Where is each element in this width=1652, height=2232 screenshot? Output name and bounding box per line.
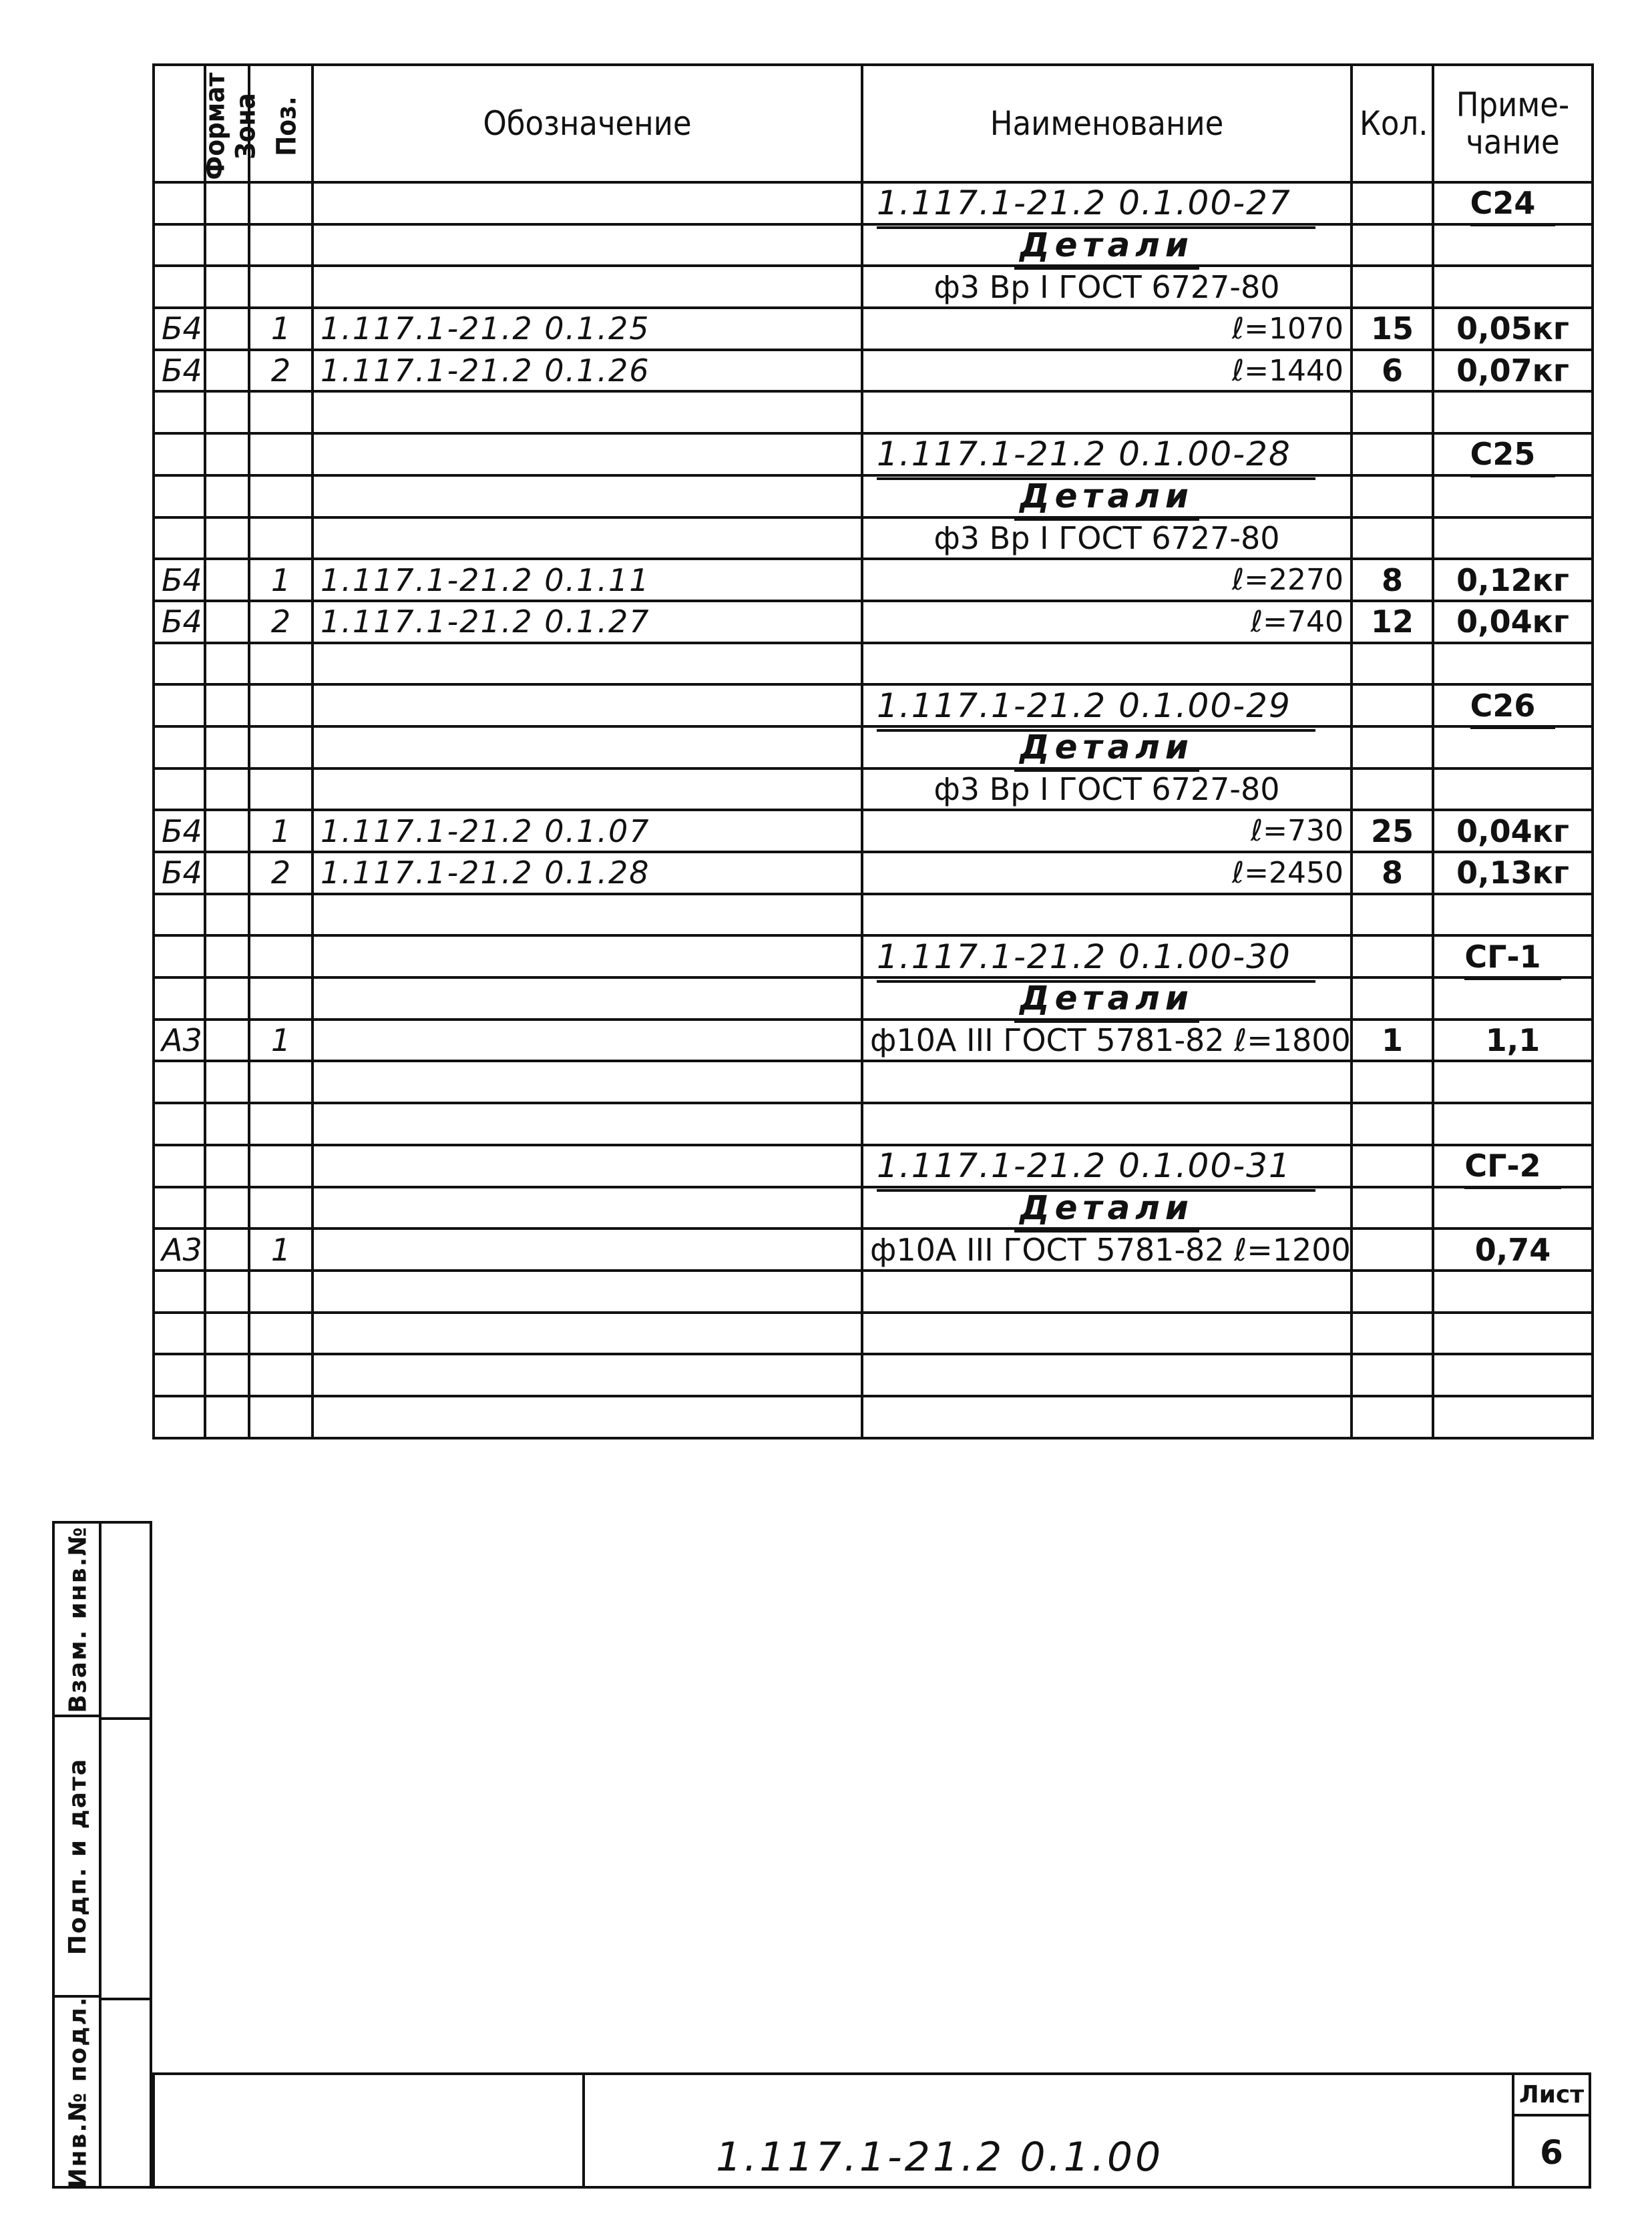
cell-name: [862, 1271, 1352, 1313]
cell-note: [1433, 1271, 1593, 1313]
cell-designation: [313, 391, 862, 433]
cell-note: [1433, 517, 1593, 560]
cell-format: [154, 977, 205, 1020]
col-header-name: Наименование: [862, 65, 1352, 182]
title-block-divider: [582, 2075, 585, 2186]
table-row: [154, 894, 1593, 936]
cell-designation: 1.117.1-21.2 0.1.28: [313, 852, 862, 894]
cell-note: 0,07кг: [1433, 350, 1593, 392]
cell-designation: [313, 182, 862, 224]
cell-format: [154, 224, 205, 266]
cell-position: [249, 517, 313, 560]
cell-name: Детали: [862, 977, 1352, 1020]
cell-format: [154, 1145, 205, 1187]
cell-designation: [313, 935, 862, 977]
cell-designation: [313, 643, 862, 685]
cell-format: Б4: [154, 350, 205, 392]
cell-format: [154, 935, 205, 977]
cell-name: 1.117.1-21.2 0.1.00-28: [862, 433, 1352, 475]
col-header-zone: Зона: [205, 65, 249, 182]
table-row: [154, 475, 1593, 517]
cell-format: Б4: [154, 601, 205, 643]
table-row: [154, 1313, 1593, 1355]
table-row: [154, 517, 1593, 560]
cell-note: [1433, 894, 1593, 936]
cell-position: [249, 391, 313, 433]
cell-zone: [205, 559, 249, 601]
cell-quantity: 6: [1352, 350, 1433, 392]
cell-name: ℓ=730: [862, 810, 1352, 852]
table-row: [154, 1271, 1593, 1313]
cell-zone: [205, 684, 249, 726]
document-code: 1.117.1-21.2 0.1.00: [716, 2134, 1164, 2181]
cell-zone: [205, 1020, 249, 1062]
cell-designation: 1.117.1-21.2 0.1.27: [313, 601, 862, 643]
cell-note: СГ-2: [1433, 1145, 1593, 1187]
sheet-label: Лист: [1514, 2075, 1589, 2116]
cell-designation: 1.117.1-21.2 0.1.07: [313, 810, 862, 852]
cell-format: [154, 517, 205, 560]
cell-format: [154, 182, 205, 224]
cell-position: [249, 475, 313, 517]
cell-designation: [313, 1020, 862, 1062]
cell-position: [249, 643, 313, 685]
cell-zone: [205, 1354, 249, 1396]
sheet-number-box: [1512, 2075, 1589, 2186]
table-row: [154, 391, 1593, 433]
cell-note: [1433, 1354, 1593, 1396]
table-row: [154, 1061, 1593, 1103]
cell-note: [1433, 1313, 1593, 1355]
cell-note: [1433, 726, 1593, 768]
cell-zone: [205, 266, 249, 308]
cell-note: [1433, 977, 1593, 1020]
cell-position: [249, 1187, 313, 1229]
cell-name: ф3 Вр I ГОСТ 6727-80: [862, 768, 1352, 811]
col-header-qty: Кол.: [1352, 65, 1433, 182]
cell-name: ф10А III ГОСТ 5781-82 ℓ=1200: [862, 1229, 1352, 1271]
cell-position: [249, 1145, 313, 1187]
cell-format: А3: [154, 1020, 205, 1062]
cell-zone: [205, 643, 249, 685]
cell-note: 0,74: [1433, 1229, 1593, 1271]
cell-zone: [205, 1229, 249, 1271]
col-header-pos: Поз.: [249, 65, 313, 182]
cell-designation: 1.117.1-21.2 0.1.25: [313, 308, 862, 350]
side-stamp: [52, 1521, 152, 2189]
table-row: [154, 810, 1593, 852]
cell-designation: [313, 224, 862, 266]
cell-name: [862, 1103, 1352, 1145]
cell-format: [154, 684, 205, 726]
cell-designation: [313, 1061, 862, 1103]
cell-note: 0,04кг: [1433, 601, 1593, 643]
table-row: [154, 684, 1593, 726]
stamp-divider: [101, 1998, 152, 2000]
cell-quantity: [1352, 433, 1433, 475]
cell-quantity: [1352, 977, 1433, 1020]
table-row: [154, 559, 1593, 601]
cell-quantity: [1352, 475, 1433, 517]
cell-name: ф3 Вр I ГОСТ 6727-80: [862, 517, 1352, 560]
cell-designation: [313, 894, 862, 936]
cell-name: ф3 Вр I ГОСТ 6727-80: [862, 266, 1352, 308]
cell-format: [154, 768, 205, 811]
table-row: [154, 977, 1593, 1020]
cell-position: [249, 1313, 313, 1355]
cell-format: [154, 1187, 205, 1229]
cell-note: [1433, 224, 1593, 266]
cell-position: [249, 977, 313, 1020]
cell-zone: [205, 308, 249, 350]
title-block: [152, 2072, 1591, 2189]
cell-note: СГ-1: [1433, 935, 1593, 977]
cell-quantity: 1: [1352, 1020, 1433, 1062]
cell-position: 1: [249, 559, 313, 601]
cell-position: [249, 1396, 313, 1438]
cell-note: [1433, 1396, 1593, 1438]
table-row: [154, 433, 1593, 475]
cell-note: 0,13кг: [1433, 852, 1593, 894]
cell-name: [862, 1354, 1352, 1396]
table-row: [154, 1020, 1593, 1062]
cell-position: [249, 433, 313, 475]
cell-note: С25: [1433, 433, 1593, 475]
cell-quantity: [1352, 1271, 1433, 1313]
cell-position: [249, 182, 313, 224]
cell-position: [249, 1271, 313, 1313]
cell-zone: [205, 852, 249, 894]
cell-note: 1,1: [1433, 1020, 1593, 1062]
cell-zone: [205, 726, 249, 768]
cell-quantity: [1352, 643, 1433, 685]
cell-designation: [313, 1103, 862, 1145]
cell-name: [862, 391, 1352, 433]
cell-zone: [205, 1187, 249, 1229]
cell-zone: [205, 1145, 249, 1187]
table-row: [154, 1103, 1593, 1145]
cell-format: [154, 475, 205, 517]
cell-zone: [205, 601, 249, 643]
cell-designation: 1.117.1-21.2 0.1.11: [313, 559, 862, 601]
table-row: [154, 935, 1593, 977]
cell-quantity: [1352, 1396, 1433, 1438]
cell-name: ℓ=740: [862, 601, 1352, 643]
cell-designation: [313, 517, 862, 560]
cell-quantity: 12: [1352, 601, 1433, 643]
cell-name: [862, 1396, 1352, 1438]
cell-zone: [205, 475, 249, 517]
cell-zone: [205, 894, 249, 936]
cell-position: [249, 768, 313, 811]
cell-name: [862, 894, 1352, 936]
cell-quantity: [1352, 391, 1433, 433]
table-row: [154, 643, 1593, 685]
col-header-format: Формат: [154, 65, 205, 182]
cell-name: [862, 1061, 1352, 1103]
cell-quantity: [1352, 768, 1433, 811]
cell-format: [154, 1396, 205, 1438]
cell-note: 0,12кг: [1433, 559, 1593, 601]
cell-position: [249, 894, 313, 936]
cell-quantity: [1352, 1187, 1433, 1229]
col-header-note: Приме-чание: [1433, 65, 1593, 182]
cell-quantity: 25: [1352, 810, 1433, 852]
specification-table: [152, 63, 1594, 1439]
cell-zone: [205, 182, 249, 224]
cell-position: 1: [249, 308, 313, 350]
table-row: [154, 182, 1593, 224]
cell-format: [154, 1271, 205, 1313]
cell-quantity: [1352, 1229, 1433, 1271]
table-row: [154, 726, 1593, 768]
cell-name: Детали: [862, 726, 1352, 768]
cell-zone: [205, 1313, 249, 1355]
cell-quantity: 8: [1352, 559, 1433, 601]
cell-quantity: [1352, 1061, 1433, 1103]
cell-position: 2: [249, 852, 313, 894]
cell-format: Б4: [154, 852, 205, 894]
cell-designation: [313, 1354, 862, 1396]
cell-position: 1: [249, 1229, 313, 1271]
cell-zone: [205, 350, 249, 392]
cell-zone: [205, 517, 249, 560]
cell-note: С26: [1433, 684, 1593, 726]
cell-quantity: [1352, 935, 1433, 977]
cell-designation: [313, 1396, 862, 1438]
cell-quantity: [1352, 224, 1433, 266]
cell-quantity: [1352, 182, 1433, 224]
cell-format: [154, 433, 205, 475]
cell-note: [1433, 643, 1593, 685]
cell-format: [154, 894, 205, 936]
cell-zone: [205, 1271, 249, 1313]
cell-name: ℓ=1440: [862, 350, 1352, 392]
cell-quantity: [1352, 726, 1433, 768]
cell-zone: [205, 768, 249, 811]
cell-position: 1: [249, 1020, 313, 1062]
cell-note: [1433, 768, 1593, 811]
cell-zone: [205, 935, 249, 977]
cell-designation: [313, 977, 862, 1020]
cell-note: 0,05кг: [1433, 308, 1593, 350]
cell-format: Б4: [154, 308, 205, 350]
cell-position: [249, 1354, 313, 1396]
table-row: [154, 768, 1593, 811]
cell-name: Детали: [862, 475, 1352, 517]
cell-designation: 1.117.1-21.2 0.1.26: [313, 350, 862, 392]
stamp-interchange-inv: Взам. инв.№: [55, 1524, 101, 1717]
table-row: [154, 266, 1593, 308]
table-row: [154, 224, 1593, 266]
cell-zone: [205, 810, 249, 852]
cell-quantity: [1352, 684, 1433, 726]
table-row: [154, 350, 1593, 392]
cell-designation: [313, 1187, 862, 1229]
cell-quantity: [1352, 517, 1433, 560]
cell-designation: [313, 726, 862, 768]
cell-quantity: 8: [1352, 852, 1433, 894]
cell-zone: [205, 1061, 249, 1103]
cell-position: [249, 935, 313, 977]
cell-note: [1433, 475, 1593, 517]
cell-name: 1.117.1-21.2 0.1.00-31: [862, 1145, 1352, 1187]
cell-format: [154, 643, 205, 685]
cell-designation: [313, 266, 862, 308]
cell-name: ℓ=1070: [862, 308, 1352, 350]
cell-quantity: [1352, 1354, 1433, 1396]
cell-format: [154, 726, 205, 768]
cell-designation: [313, 1313, 862, 1355]
cell-designation: [313, 1229, 862, 1271]
cell-designation: [313, 475, 862, 517]
cell-designation: [313, 433, 862, 475]
cell-name: Детали: [862, 224, 1352, 266]
table-row: [154, 1396, 1593, 1438]
cell-note: [1433, 266, 1593, 308]
cell-position: [249, 1103, 313, 1145]
cell-name: [862, 643, 1352, 685]
cell-format: Б4: [154, 810, 205, 852]
cell-zone: [205, 1396, 249, 1438]
cell-quantity: [1352, 1145, 1433, 1187]
cell-format: [154, 1313, 205, 1355]
cell-position: [249, 726, 313, 768]
cell-position: 1: [249, 810, 313, 852]
table-row: [154, 1187, 1593, 1229]
cell-format: А3: [154, 1229, 205, 1271]
cell-format: [154, 266, 205, 308]
table-row: [154, 308, 1593, 350]
cell-designation: [313, 1145, 862, 1187]
cell-position: [249, 684, 313, 726]
col-header-designation: Обозначение: [313, 65, 862, 182]
table-row: [154, 601, 1593, 643]
cell-zone: [205, 1103, 249, 1145]
cell-zone: [205, 224, 249, 266]
cell-designation: [313, 768, 862, 811]
cell-format: Б4: [154, 559, 205, 601]
side-stamp-labels: [55, 1524, 101, 2189]
cell-name: 1.117.1-21.2 0.1.00-29: [862, 684, 1352, 726]
cell-zone: [205, 433, 249, 475]
cell-name: 1.117.1-21.2 0.1.00-30: [862, 935, 1352, 977]
cell-format: [154, 1103, 205, 1145]
cell-quantity: [1352, 1313, 1433, 1355]
cell-position: [249, 266, 313, 308]
cell-name: ф10А III ГОСТ 5781-82 ℓ=1800: [862, 1020, 1352, 1062]
cell-note: [1433, 1187, 1593, 1229]
table-row: [154, 852, 1593, 894]
cell-zone: [205, 977, 249, 1020]
table-row: [154, 1145, 1593, 1187]
table-row: [154, 1354, 1593, 1396]
table-header: [154, 65, 1593, 182]
stamp-divider: [101, 1717, 152, 1720]
stamp-sign-date: Подп. и дата: [55, 1717, 101, 1998]
cell-note: С24: [1433, 182, 1593, 224]
cell-position: 2: [249, 350, 313, 392]
cell-note: [1433, 1061, 1593, 1103]
cell-quantity: [1352, 266, 1433, 308]
sheet-number: 6: [1540, 2133, 1563, 2172]
cell-name: [862, 1313, 1352, 1355]
cell-quantity: 15: [1352, 308, 1433, 350]
cell-quantity: [1352, 1103, 1433, 1145]
cell-format: [154, 391, 205, 433]
cell-zone: [205, 391, 249, 433]
cell-position: [249, 1061, 313, 1103]
cell-quantity: [1352, 894, 1433, 936]
cell-format: [154, 1354, 205, 1396]
cell-note: 0,04кг: [1433, 810, 1593, 852]
stamp-inv-original: Инв.№ подл.: [64, 1995, 92, 2189]
cell-format: [154, 1061, 205, 1103]
cell-position: 2: [249, 601, 313, 643]
cell-name: ℓ=2450: [862, 852, 1352, 894]
cell-note: [1433, 391, 1593, 433]
cell-name: 1.117.1-21.2 0.1.00-27: [862, 182, 1352, 224]
cell-name: Детали: [862, 1187, 1352, 1229]
table-row: [154, 1229, 1593, 1271]
cell-designation: [313, 684, 862, 726]
cell-note: [1433, 1103, 1593, 1145]
cell-position: [249, 224, 313, 266]
cell-name: ℓ=2270: [862, 559, 1352, 601]
cell-designation: [313, 1271, 862, 1313]
